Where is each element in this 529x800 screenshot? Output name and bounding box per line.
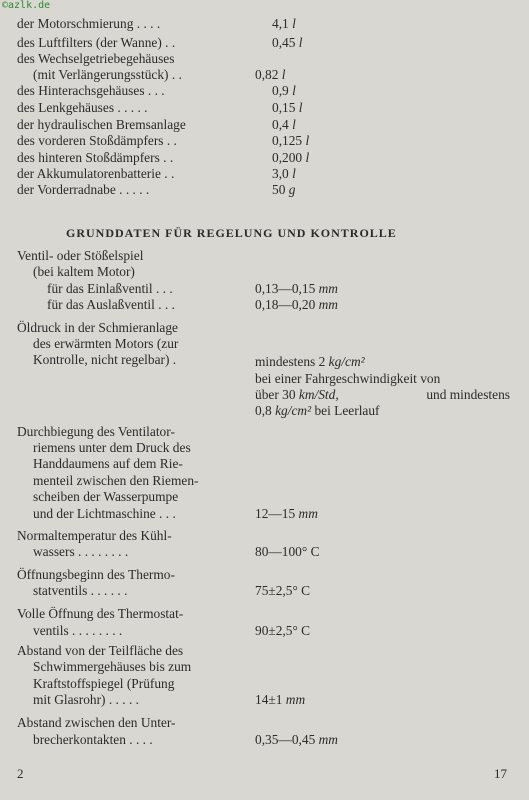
valve-intake-value: 0,13—0,15 mm	[255, 281, 338, 296]
capacity-value: 0,200 l	[272, 150, 310, 165]
thermo-start-value: 75±2,5° C	[255, 583, 311, 598]
valve-exhaust-value: 0,18—0,20 mm	[255, 297, 338, 312]
valve-subtitle: (bei kaltem Motor)	[33, 264, 135, 279]
coolant-value: 80—100° C	[255, 544, 320, 559]
capacity-label: (mit Verlängerungsstück) . .	[33, 67, 182, 82]
breaker-line: Abstand zwischen den Unter-	[17, 715, 176, 730]
page-number-left: 2	[17, 766, 24, 781]
oil-pressure-line: des erwärmten Motors (zur	[33, 336, 179, 351]
thermo-start-line: Öffnungsbeginn des Thermo-	[17, 567, 175, 582]
float-value: 14±1 mm	[255, 692, 306, 707]
capacity-value: 0,82 l	[255, 67, 286, 82]
capacity-row	[17, 150, 310, 166]
thermo-start-line: statventils . . . . . .	[33, 583, 128, 598]
capacity-row	[17, 166, 296, 182]
capacity-value: 0,125 l	[272, 133, 310, 148]
capacity-label: des hinteren Stoßdämpfers . .	[17, 150, 174, 165]
capacity-row	[17, 83, 296, 99]
breaker-value: 0,35—0,45 mm	[255, 732, 338, 747]
belt-line: Durchbiegung des Ventilator-	[17, 424, 175, 439]
capacity-label: der hydraulischen Bremsanlage	[17, 117, 186, 132]
oil-pressure-value: mindestens 2 kg/cm²	[255, 354, 365, 369]
section-heading: GRUNDDATEN FÜR REGELUNG UND KONTROLLE	[66, 226, 397, 240]
capacity-label: der Vorderradnabe . . . . .	[17, 182, 150, 197]
belt-line: scheiben der Wasserpumpe	[33, 489, 179, 504]
oil-pressure-cond: über 30 km/Std, und mindestens	[255, 387, 510, 402]
coolant-line: Normaltemperatur des Kühl-	[17, 528, 172, 543]
capacity-value: 0,4 l	[272, 117, 296, 132]
float-line: Abstand von der Teilfläche des	[17, 643, 184, 658]
capacity-value: 4,1 l	[272, 16, 296, 31]
belt-line: riemens unter dem Druck des	[33, 440, 191, 455]
belt-line: und der Lichtmaschine . . .	[33, 506, 176, 521]
valve-title: Ventil- oder Stößelspiel	[17, 248, 144, 263]
thermo-full-value: 90±2,5° C	[255, 623, 311, 638]
capacity-label: der Akkumulatorenbatterie . .	[17, 166, 175, 181]
belt-value: 12—15 mm	[255, 506, 318, 521]
belt-line: Handdaumens auf dem Rie-	[33, 456, 183, 471]
watermark: ©azlk.de	[2, 0, 51, 11]
capacity-label: des Wechselgetriebegehäuses	[17, 51, 175, 66]
capacity-row	[17, 16, 296, 32]
capacity-value: 3,0 l	[272, 166, 296, 181]
capacity-label: des vorderen Stoßdämpfers . .	[17, 133, 177, 148]
capacity-row	[17, 51, 174, 67]
float-line: mit Glasrohr) . . . . .	[33, 692, 139, 707]
oil-pressure-line: Öldruck in der Schmieranlage	[17, 320, 179, 335]
oil-pressure-cond: bei einer Fahrgeschwindigkeit von	[255, 371, 441, 386]
capacity-label: des Hinterachsgehäuses . . .	[17, 83, 165, 98]
page-number-right: 17	[494, 766, 507, 781]
capacity-row	[33, 67, 182, 83]
capacity-label: der Motorschmierung . . . .	[17, 16, 161, 31]
capacity-value: 0,9 l	[272, 83, 296, 98]
oil-pressure-line: Kontrolle, nicht regelbar) .	[33, 352, 177, 367]
capacity-row	[17, 133, 310, 149]
capacity-row	[17, 100, 303, 116]
valve-exhaust-label: für das Auslaßventil . . .	[47, 297, 175, 312]
capacity-row	[17, 117, 296, 133]
thermo-full-line: ventils . . . . . . . .	[33, 623, 123, 638]
capacity-value: 0,15 l	[272, 100, 303, 115]
capacity-value: 0,45 l	[272, 35, 303, 50]
coolant-line: wassers . . . . . . . .	[33, 544, 129, 559]
valve-intake-label: für das Einlaßventil . . .	[47, 281, 173, 296]
capacity-value: 50 g	[272, 182, 296, 197]
capacity-label: des Luftfilters (der Wanne) . .	[17, 35, 176, 50]
thermo-full-line: Volle Öffnung des Thermostat-	[17, 606, 184, 621]
capacity-row	[17, 182, 296, 198]
float-line: Kraftstoffspiegel (Prüfung	[33, 676, 175, 691]
belt-line: menteil zwischen den Riemen-	[33, 473, 199, 488]
capacity-row	[17, 35, 303, 51]
oil-pressure-cond: 0,8 kg/cm² bei Leerlauf	[255, 403, 380, 418]
capacity-label: des Lenkgehäuses . . . . .	[17, 100, 148, 115]
breaker-line: brecherkontakten . . . .	[33, 732, 153, 747]
float-line: Schwimmergehäuses bis zum	[33, 659, 192, 674]
